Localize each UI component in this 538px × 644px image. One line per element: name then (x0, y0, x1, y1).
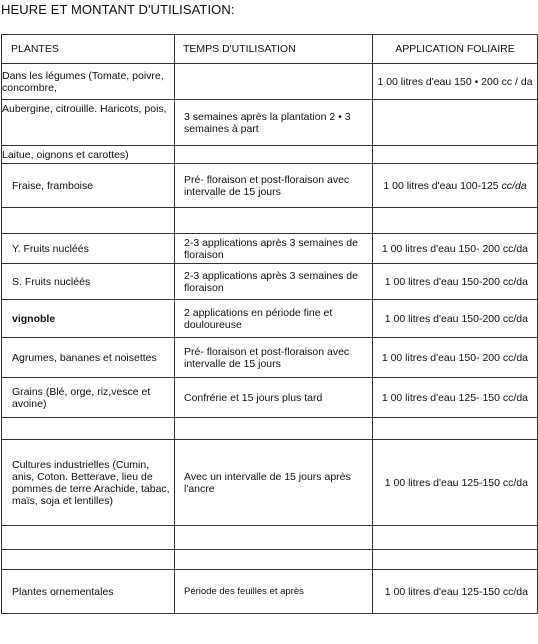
time-cell (175, 64, 373, 100)
application-cell (373, 550, 538, 570)
table-row (2, 418, 538, 440)
table-row (2, 164, 538, 208)
table-row (2, 338, 538, 378)
time-cell: Pré- floraison et post-floraison avec intervalle de 15 jours (175, 164, 373, 208)
table-row (2, 264, 538, 300)
application-cell (373, 100, 538, 146)
application-cell: 1 00 litres d'eau 150-200 cc/da (373, 300, 538, 338)
application-cell (373, 146, 538, 164)
table-row (2, 146, 538, 164)
time-cell: 2-3 applications après 3 semaines de floraison (175, 264, 373, 300)
application-cell: 1 00 litres d'eau 125-150 cc/da (373, 570, 538, 614)
plant-cell (2, 550, 175, 570)
application-cell: 1 00 litres d'eau 125- 150 cc/da (373, 378, 538, 418)
plant-cell (2, 208, 175, 234)
table-row (2, 300, 538, 338)
plant-cell: Fraise, framboise (2, 164, 175, 208)
header-application: APPLICATION FOLIAIRE (373, 35, 538, 64)
plant-cell (2, 526, 175, 550)
header-time: TEMPS D'UTILISATION (175, 35, 373, 64)
application-cell (373, 526, 538, 550)
time-cell: 2 applications en période fine et douloureuse (175, 300, 373, 338)
table-row (2, 100, 538, 146)
time-cell (175, 550, 373, 570)
time-cell (175, 526, 373, 550)
application-cell (373, 208, 538, 234)
application-unit: cc/da (501, 179, 527, 192)
table-row (2, 570, 538, 614)
table-row (2, 526, 538, 550)
table-row (2, 440, 538, 526)
time-cell (175, 208, 373, 234)
time-cell (175, 146, 373, 164)
time-cell (175, 418, 373, 440)
table-row (2, 234, 538, 264)
plant-cell: Grains (Blé, orge, riz,vesce et avoine) (2, 378, 175, 418)
application-cell: 1 00 litres d'eau 125-150 cc/da (373, 440, 538, 526)
application-cell (373, 164, 538, 208)
time-cell: Confrérie et 15 jours plus tard (175, 378, 373, 418)
plant-cell: Plantes ornementales (2, 570, 175, 614)
time-cell: 2-3 applications après 3 semaines de floraison (175, 234, 373, 264)
table-header-row (2, 35, 538, 64)
page-title: HEURE ET MONTANT D'UTILISATION: (1, 2, 235, 17)
time-cell: Période des feuilles et après (175, 570, 373, 614)
plant-cell: Cultures industrielles (Cumin, anis, Coton. Betterave, lieu de pommes de terre Arachide, tabac, maïs, soja et lentilles) (2, 440, 175, 526)
plant-cell: Laitue, oignons et carottes) (2, 146, 175, 164)
application-text: 1 00 litres d'eau 100-125 (383, 179, 502, 192)
usage-table (1, 34, 538, 614)
plant-cell: Y. Fruits nucléés (2, 234, 175, 264)
table-row (2, 550, 538, 570)
plant-cell: S. Fruits nucléés (2, 264, 175, 300)
application-cell (373, 418, 538, 440)
application-cell: 1 00 litres d'eau 150 • 200 cc / da (373, 64, 538, 100)
time-cell: Pré- floraison et post-floraison avec intervalle de 15 jours (175, 338, 373, 378)
time-cell: 3 semaines après la plantation 2 • 3 semaines à part (175, 100, 373, 146)
table-row (2, 378, 538, 418)
application-cell: 1 00 litres d'eau 150-200 cc/da (373, 264, 538, 300)
plant-cell: Agrumes, bananes et noisettes (2, 338, 175, 378)
plant-cell: Dans les légumes (Tomate, poivre, concombre, (2, 64, 175, 100)
header-plants: PLANTES (2, 35, 175, 64)
table-row (2, 64, 538, 100)
application-cell: 1 00 litres d'eau 150- 200 cc/da (373, 338, 538, 378)
plant-cell: vignoble (2, 300, 175, 338)
plant-cell (2, 418, 175, 440)
time-cell: Avec un intervalle de 15 jours après l'ancre (175, 440, 373, 526)
application-cell: 1 00 litres d'eau 150- 200 cc/da (373, 234, 538, 264)
table-row (2, 208, 538, 234)
plant-cell: Aubergine, citrouille. Haricots, pois, (2, 100, 175, 146)
